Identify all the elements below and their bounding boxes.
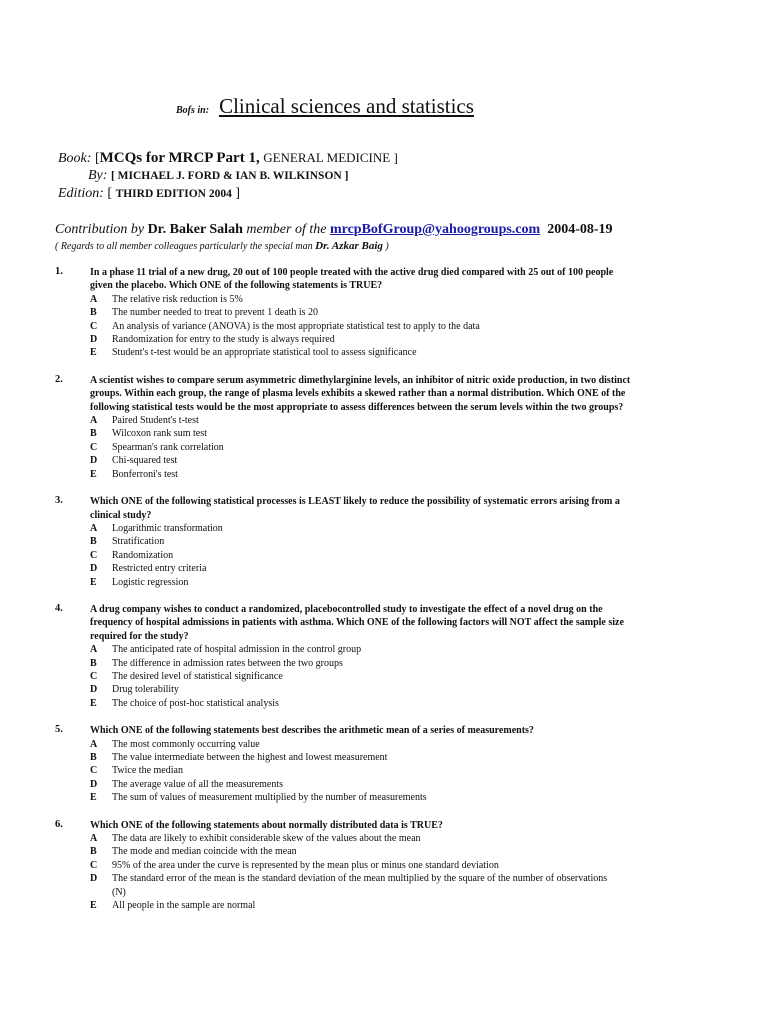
option-letter: C <box>90 765 98 777</box>
option-letter: B <box>90 752 97 763</box>
answer-option <box>90 778 768 791</box>
answer-option <box>90 683 768 696</box>
option-letter: B <box>90 428 97 440</box>
option-letter: A <box>90 738 98 750</box>
contribution-line <box>55 222 613 238</box>
answer-option <box>90 441 768 454</box>
option-text: The sum of values of measurement multiplied by the number of measurements <box>112 792 427 804</box>
regards-line <box>55 240 389 252</box>
option-letter: C <box>90 859 98 871</box>
document-title-row <box>176 94 474 119</box>
answer-option <box>90 845 768 858</box>
contributor-name: Dr. Baker Salah <box>147 222 243 237</box>
option-letter: C <box>90 549 98 561</box>
answer-option <box>90 697 768 710</box>
option-text: Randomization <box>112 549 174 561</box>
option-text: Logarithmic transformation <box>112 522 223 534</box>
question-stem: In a phase 11 trial of a new drug, 20 out of 100 people treated with the active drug died compared with 25 out of 100 people given the placebo. Which ONE of the following statements is TRUE? <box>90 267 614 292</box>
option-text: Spearman's rank correlation <box>112 441 224 453</box>
question-number: 4. <box>55 602 63 614</box>
question-number: 1. <box>55 266 63 277</box>
option-letter: B <box>90 307 97 319</box>
option-text: 95% of the area under the curve is represented by the mean plus or minus one standard deviation <box>112 859 499 871</box>
answer-option <box>90 333 768 346</box>
answer-option <box>90 738 768 751</box>
regards-close: ) <box>385 241 389 252</box>
option-letter: D <box>90 873 98 885</box>
book-line <box>58 150 398 167</box>
question-item <box>0 374 768 481</box>
answer-option <box>90 643 768 656</box>
question-stem: A scientist wishes to compare serum asymmetric dimethylarginine levels, an inhibitor of nitric oxide production, in two distinct groups. Within each group, the range of plasma levels exhibits a skewed rather than a normal distribution. Which ONE of the following statistical tests would be the most appropriate to assess differences between the serum levels within the two groups? <box>90 374 631 413</box>
option-letter: D <box>90 455 98 467</box>
answer-option <box>90 346 768 359</box>
answer-option <box>90 549 768 562</box>
contribution-label: Contribution by <box>55 222 145 237</box>
answer-option <box>90 872 768 899</box>
option-text: All people in the sample are normal <box>112 900 256 912</box>
question-number: 5. <box>55 724 63 736</box>
option-text: Drug tolerability <box>112 684 179 696</box>
question-number: 6. <box>55 818 63 830</box>
answer-option <box>90 657 768 670</box>
edition-open-bracket: [ <box>107 186 113 201</box>
regards-text: ( Regards to all member colleagues particularly the special man <box>55 241 313 252</box>
authors-line <box>88 168 348 184</box>
book-label: Book: <box>58 151 92 166</box>
question-item <box>0 724 768 804</box>
option-letter: A <box>90 415 98 427</box>
option-text: The data are likely to exhibit considerable skew of the values about the mean <box>112 833 421 845</box>
option-text: Paired Student's t-test <box>112 415 199 427</box>
option-list <box>90 414 768 481</box>
group-email-link[interactable]: mrcpBofGroup@yahoogroups.com <box>329 222 541 237</box>
question-list <box>0 266 768 926</box>
option-letter: B <box>90 846 97 858</box>
question-stem: Which ONE of the following statements best describes the arithmetic mean of a series of measurements? <box>90 725 534 737</box>
answer-option <box>90 468 768 481</box>
question-number: 2. <box>55 373 63 385</box>
option-text: Bonferroni's test <box>112 468 178 480</box>
option-letter: D <box>90 684 98 696</box>
answer-option <box>90 764 768 777</box>
answer-option <box>90 293 768 306</box>
option-text: The standard error of the mean is the standard deviation of the mean multiplied by the square of the number of observations (N) <box>112 873 608 898</box>
option-list <box>90 293 768 360</box>
question-item <box>0 266 768 360</box>
question-item <box>0 495 768 589</box>
option-text: Chi-squared test <box>112 455 178 467</box>
answer-option <box>90 535 768 548</box>
option-letter: A <box>90 293 98 305</box>
option-text: Stratification <box>112 536 165 548</box>
edition-line <box>58 186 240 202</box>
edition-label: Edition: <box>58 186 104 201</box>
question-stem: Which ONE of the following statistical processes is LEAST likely to reduce the possibility of systematic errors arising from a clinical study? <box>90 496 620 521</box>
option-list <box>90 738 768 805</box>
member-text: member of the <box>246 222 327 237</box>
question-item <box>0 603 768 710</box>
question-number: 3. <box>55 495 63 507</box>
regards-name: Dr. Azkar Baig <box>315 240 383 252</box>
answer-option <box>90 562 768 575</box>
option-text: Logistic regression <box>112 576 189 588</box>
option-letter: D <box>90 334 98 346</box>
answer-option <box>90 751 768 764</box>
option-letter: B <box>90 536 97 548</box>
answer-option <box>90 832 768 845</box>
by-label: By: <box>88 168 108 183</box>
option-letter: E <box>90 697 97 709</box>
answer-option <box>90 576 768 589</box>
option-letter: A <box>90 644 98 656</box>
answer-option <box>90 899 768 912</box>
option-text: Randomization for entry to the study is always required <box>112 334 335 346</box>
answer-option <box>90 454 768 467</box>
answer-option <box>90 320 768 333</box>
book-subtitle: GENERAL MEDICINE ] <box>263 150 398 165</box>
option-letter: E <box>90 468 97 480</box>
option-list <box>90 832 768 912</box>
answer-option <box>90 427 768 440</box>
option-letter: A <box>90 522 98 534</box>
option-text: The most commonly occurring value <box>112 738 260 750</box>
book-open-bracket: [ <box>94 151 100 166</box>
book-title: MCQs for MRCP Part 1, <box>99 150 260 166</box>
contribution-date: 2004-08-19 <box>547 222 613 237</box>
option-list <box>90 643 768 710</box>
option-text: The desired level of statistical significance <box>112 670 283 682</box>
edition-value: THIRD EDITION 2004 <box>115 188 232 200</box>
option-text: The difference in admission rates between the two groups <box>112 657 343 669</box>
option-letter: C <box>90 441 98 453</box>
option-letter: E <box>90 792 97 804</box>
question-stem: A drug company wishes to conduct a randomized, placebocontrolled study to investigate the effect of a novel drug on the frequency of hospital admissions in patients with asthma. Which ONE of the following factors will NOT affect the sample size required for the study? <box>90 603 624 642</box>
answer-option <box>90 414 768 427</box>
option-text: The mode and median coincide with the mean <box>112 846 297 858</box>
option-letter: A <box>90 833 98 845</box>
answer-option <box>90 670 768 683</box>
option-text: The relative risk reduction is 5% <box>112 293 243 305</box>
option-letter: B <box>90 657 97 669</box>
answer-option <box>90 859 768 872</box>
edition-close-bracket: ] <box>235 186 241 201</box>
option-text: An analysis of variance (ANOVA) is the most appropriate statistical test to apply to the data <box>112 320 480 332</box>
option-letter: E <box>90 900 97 912</box>
answer-option <box>90 791 768 804</box>
option-letter: C <box>90 670 98 682</box>
option-letter: E <box>90 347 97 359</box>
option-list <box>90 522 768 589</box>
option-text: Student's t-test would be an appropriate statistical tool to assess significance <box>112 347 417 359</box>
title-prefix: Bofs in: <box>176 105 210 116</box>
question-item <box>0 819 768 913</box>
option-text: The anticipated rate of hospital admission in the control group <box>112 644 362 656</box>
option-text: The average value of all the measurements <box>112 778 284 790</box>
question-stem: Which ONE of the following statements about normally distributed data is TRUE? <box>90 819 443 831</box>
authors: [ MICHAEL J. FORD & IAN B. WILKINSON ] <box>110 170 349 182</box>
document-title: Clinical sciences and statistics <box>219 94 474 118</box>
option-text: The value intermediate between the highest and lowest measurement <box>112 752 388 763</box>
option-letter: D <box>90 778 98 790</box>
option-text: Restricted entry criteria <box>112 563 207 575</box>
option-letter: D <box>90 563 98 575</box>
option-text: The number needed to treat to prevent 1 death is 20 <box>112 307 319 319</box>
option-text: Twice the median <box>112 765 183 777</box>
answer-option <box>90 306 768 319</box>
option-letter: E <box>90 576 97 588</box>
option-letter: C <box>90 320 98 332</box>
answer-option <box>90 522 768 535</box>
option-text: The choice of post-hoc statistical analysis <box>112 697 279 709</box>
option-text: Wilcoxon rank sum test <box>112 428 207 440</box>
